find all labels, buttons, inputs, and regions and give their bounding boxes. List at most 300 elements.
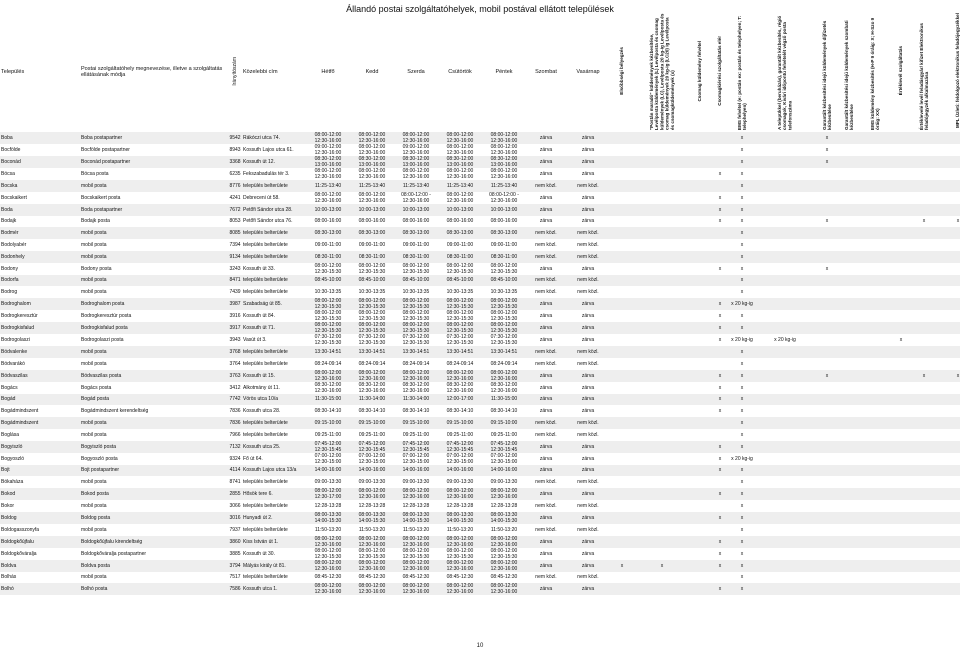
- cell-service-flag: [890, 358, 912, 370]
- cell-telepules: Bokod: [0, 488, 80, 500]
- cell-service-flag: [912, 263, 936, 275]
- cell-service-flag: [690, 488, 710, 500]
- header-szerda: Szerda: [407, 69, 425, 75]
- cell-service-flag: [754, 476, 816, 488]
- cell-service-flag: [710, 500, 730, 512]
- cell-nev: mobil posta: [80, 286, 228, 298]
- cell-service-flag: [936, 144, 960, 156]
- cell-irsz: 7439: [228, 286, 242, 298]
- cell-nev: Bodrogolaszi posta: [80, 334, 228, 346]
- cell-hours: 11:25-13:40: [350, 180, 394, 192]
- cell-service-flag: [860, 298, 890, 310]
- cell-hours: 10:00-13:00: [306, 204, 350, 216]
- cell-vasarnap: zárva: [566, 560, 610, 572]
- cell-service-flag: [936, 322, 960, 334]
- cell-telepules: Bogyiszló: [0, 441, 80, 453]
- cell-hours: 08:00-12:00 12:30-15:30: [306, 322, 350, 334]
- table-row: [0, 216, 960, 228]
- cell-hours: 09:00-13:30: [394, 476, 438, 488]
- cell-service-flag: [610, 144, 634, 156]
- cell-service-flag: x: [634, 560, 690, 572]
- cell-hours: 07:45-12:00 12:30-15:45: [394, 441, 438, 453]
- cell-hours: 08:30-12:00 12:30-16:00: [394, 382, 438, 394]
- header-v2: "Postán maradó" küldemények kézbesítése, Levélposta küldemények (L) Levélposta és csomag küldemények (LC), Levélposta 20 kg-ig Levélposta és csomag küldemények 20 kg-ig (LC20) ig Levélposta és csomagküldemények (x): [648, 13, 675, 130]
- cell-service-flag: x: [710, 168, 730, 180]
- cell-service-flag: [838, 286, 860, 298]
- cell-vasarnap: nem közl.: [566, 180, 610, 192]
- cell-hours: 08:00-12:00 12:30-15:30: [482, 310, 526, 322]
- cell-hours: 08:00-12:00 12:30-16:00: [438, 488, 482, 500]
- cell-hours: 10:00-13:00: [482, 204, 526, 216]
- cell-szombat: zárva: [526, 310, 566, 322]
- cell-hours: 07:30-12:00 12:30-15:30: [306, 334, 350, 346]
- cell-service-flag: x: [730, 132, 754, 144]
- cell-hours: 07:30-12:00 12:30-15:30: [438, 334, 482, 346]
- cell-telepules: Boglása: [0, 429, 80, 441]
- cell-hours: 08:00-12:00 12:30-16:00: [394, 488, 438, 500]
- cell-service-flag: [610, 572, 634, 584]
- cell-service-flag: [610, 394, 634, 406]
- cell-hours: 09:00-12:00 12:30-16:00: [306, 144, 350, 156]
- cell-service-flag: [838, 227, 860, 239]
- cell-service-flag: [690, 358, 710, 370]
- cell-vasarnap: nem közl.: [566, 417, 610, 429]
- cell-vasarnap: zárva: [566, 216, 610, 228]
- cell-service-flag: [816, 548, 838, 560]
- cell-service-flag: x: [710, 453, 730, 465]
- cell-hours: 09:15-10:00: [394, 417, 438, 429]
- cell-cim: Kossuth Lajos utca 13/a: [242, 465, 306, 477]
- cell-cim: Hősök tere 6.: [242, 488, 306, 500]
- cell-service-flag: x: [730, 441, 754, 453]
- cell-service-flag: [816, 192, 838, 204]
- cell-service-flag: [690, 144, 710, 156]
- cell-service-flag: [912, 322, 936, 334]
- cell-irsz: 9134: [228, 251, 242, 263]
- cell-hours: 08:00-12:00 12:30-15:30: [350, 310, 394, 322]
- cell-service-flag: [936, 382, 960, 394]
- cell-service-flag: [754, 168, 816, 180]
- cell-szombat: zárva: [526, 132, 566, 144]
- cell-service-flag: [690, 441, 710, 453]
- cell-service-flag: [816, 204, 838, 216]
- cell-service-flag: [890, 216, 912, 228]
- cell-service-flag: [710, 180, 730, 192]
- cell-service-flag: [754, 394, 816, 406]
- cell-service-flag: [890, 192, 912, 204]
- cell-service-flag: x: [730, 382, 754, 394]
- cell-service-flag: [912, 144, 936, 156]
- cell-hours: 09:00-11:00: [394, 239, 438, 251]
- cell-service-flag: [838, 500, 860, 512]
- cell-hours: 08:24-09:14: [394, 358, 438, 370]
- cell-nev: Bojt postapartner: [80, 465, 228, 477]
- cell-nev: Bócsa posta: [80, 168, 228, 180]
- table-row: [0, 227, 960, 239]
- cell-service-flag: x: [730, 251, 754, 263]
- cell-service-flag: [816, 572, 838, 584]
- cell-service-flag: [634, 500, 690, 512]
- cell-service-flag: x: [730, 583, 754, 595]
- cell-hours: 09:00-12:00 12:30-16:00: [394, 144, 438, 156]
- cell-hours: 08:00-12:00 12:30-16:00: [482, 583, 526, 595]
- cell-service-flag: [890, 512, 912, 524]
- cell-service-flag: [890, 560, 912, 572]
- table-row: [0, 310, 960, 322]
- cell-service-flag: [690, 583, 710, 595]
- cell-hours: 10:00-13:00: [394, 204, 438, 216]
- cell-service-flag: [610, 180, 634, 192]
- header-v3: Csomag küldemény felvétel: [697, 40, 703, 102]
- cell-service-flag: [754, 204, 816, 216]
- cell-szombat: nem közl.: [526, 346, 566, 358]
- cell-vasarnap: zárva: [566, 394, 610, 406]
- cell-hours: 09:15-10:00: [438, 417, 482, 429]
- cell-service-flag: [838, 239, 860, 251]
- cell-service-flag: [816, 394, 838, 406]
- cell-hours: 08:00-12:00 - 12:30-16:00: [394, 192, 438, 204]
- cell-service-flag: x: [730, 204, 754, 216]
- cell-service-flag: [754, 216, 816, 228]
- cell-service-flag: [610, 263, 634, 275]
- cell-cim: Kiss István út 1.: [242, 536, 306, 548]
- cell-service-flag: [610, 132, 634, 144]
- cell-nev: Bolhó posta: [80, 583, 228, 595]
- cell-hours: 14:00-16:00: [306, 465, 350, 477]
- cell-service-flag: [610, 216, 634, 228]
- cell-service-flag: [754, 500, 816, 512]
- cell-vasarnap: zárva: [566, 156, 610, 168]
- cell-hours: 08:00-16:00: [482, 216, 526, 228]
- cell-irsz: 3916: [228, 310, 242, 322]
- cell-hours: 10:00-13:00: [350, 204, 394, 216]
- cell-service-flag: [838, 204, 860, 216]
- cell-cim: Rákóczi utca 74.: [242, 132, 306, 144]
- table-row: [0, 132, 960, 144]
- cell-hours: 09:00-13:30: [306, 476, 350, 488]
- cell-service-flag: [860, 239, 890, 251]
- cell-telepules: Bodorfa: [0, 275, 80, 287]
- cell-cim: település belterülete: [242, 251, 306, 263]
- cell-service-flag: [912, 465, 936, 477]
- cell-hours: 08:24-09:14: [482, 358, 526, 370]
- cell-service-flag: [710, 275, 730, 287]
- cell-hours: 10:30-13:35: [306, 286, 350, 298]
- cell-service-flag: [816, 524, 838, 536]
- cell-service-flag: x: [710, 583, 730, 595]
- cell-service-flag: [936, 298, 960, 310]
- cell-service-flag: [710, 524, 730, 536]
- cell-cim: település belterülete: [242, 476, 306, 488]
- cell-service-flag: [610, 512, 634, 524]
- cell-telepules: Boldogkőújfalu: [0, 536, 80, 548]
- cell-service-flag: [816, 168, 838, 180]
- cell-hours: 13:30-14:51: [350, 346, 394, 358]
- cell-irsz: 3066: [228, 500, 242, 512]
- cell-cim: Kossuth út 30.: [242, 548, 306, 560]
- cell-hours: 09:00-13:30: [438, 476, 482, 488]
- cell-service-flag: x: [730, 286, 754, 298]
- cell-szombat: zárva: [526, 583, 566, 595]
- cell-szombat: zárva: [526, 168, 566, 180]
- cell-service-flag: [936, 286, 960, 298]
- cell-hours: 14:00-16:00: [482, 465, 526, 477]
- cell-hours: 08:24-09:14: [438, 358, 482, 370]
- cell-cim: Petőfi Sándor utca 76.: [242, 216, 306, 228]
- cell-service-flag: [912, 405, 936, 417]
- cell-service-flag: [634, 488, 690, 500]
- cell-service-flag: [936, 227, 960, 239]
- cell-hours: 07:00-12:00 12:30-15:00: [350, 453, 394, 465]
- cell-nev: Boldog posta: [80, 512, 228, 524]
- header-irsz: Irányítószám: [232, 56, 238, 86]
- cell-service-flag: [890, 322, 912, 334]
- cell-service-flag: [754, 465, 816, 477]
- cell-service-flag: x: [890, 334, 912, 346]
- cell-service-flag: x 20 kg-ig: [730, 334, 754, 346]
- cell-hours: 08:00-12:00 12:30-15:30: [482, 548, 526, 560]
- cell-service-flag: [838, 536, 860, 548]
- cell-service-flag: [838, 465, 860, 477]
- cell-irsz: 3016: [228, 512, 242, 524]
- cell-hours: 08:00-12:00 12:30-15:30: [306, 310, 350, 322]
- cell-hours: 08:45-12:30: [438, 572, 482, 584]
- cell-hours: 08:30-12:00 13:00-16:00: [394, 156, 438, 168]
- cell-hours: 08:30-14:10: [438, 405, 482, 417]
- cell-service-flag: [690, 286, 710, 298]
- cell-service-flag: [936, 441, 960, 453]
- cell-hours: 08:00-12:00 12:30-16:00: [438, 192, 482, 204]
- cell-telepules: Boba: [0, 132, 80, 144]
- cell-service-flag: [912, 536, 936, 548]
- cell-service-flag: x: [730, 417, 754, 429]
- cell-service-flag: [890, 180, 912, 192]
- cell-service-flag: [890, 275, 912, 287]
- cell-service-flag: [860, 417, 890, 429]
- cell-cim: Fő út 64.: [242, 453, 306, 465]
- cell-szombat: zárva: [526, 465, 566, 477]
- cell-service-flag: x: [710, 548, 730, 560]
- cell-service-flag: [610, 441, 634, 453]
- cell-nev: mobil posta: [80, 476, 228, 488]
- cell-cim: település belterülete: [242, 524, 306, 536]
- cell-service-flag: x 20 kg-ig: [730, 453, 754, 465]
- cell-service-flag: x: [710, 263, 730, 275]
- cell-service-flag: [634, 382, 690, 394]
- cell-hours: 13:30-14:51: [306, 346, 350, 358]
- cell-hours: 08:00-12:00 12:30-16:00: [306, 560, 350, 572]
- cell-hours: 08:30-13:00: [350, 227, 394, 239]
- cell-service-flag: [710, 132, 730, 144]
- cell-service-flag: [912, 275, 936, 287]
- cell-service-flag: [936, 334, 960, 346]
- cell-nev: mobil posta: [80, 239, 228, 251]
- cell-cim: település belterülete: [242, 286, 306, 298]
- table-row: [0, 476, 960, 488]
- cell-service-flag: [754, 180, 816, 192]
- cell-szombat: zárva: [526, 192, 566, 204]
- cell-hours: 08:00-12:00 12:30-16:00: [438, 560, 482, 572]
- cell-telepules: Boda: [0, 204, 80, 216]
- cell-hours: 08:00-12:00 12:30-16:00: [438, 536, 482, 548]
- cell-service-flag: [890, 548, 912, 560]
- cell-telepules: Bodmér: [0, 227, 80, 239]
- cell-service-flag: x: [816, 370, 838, 382]
- header-row: [0, 12, 960, 132]
- cell-hours: 12:28-13:28: [394, 500, 438, 512]
- cell-service-flag: [754, 405, 816, 417]
- cell-service-flag: [936, 560, 960, 572]
- cell-service-flag: [634, 405, 690, 417]
- cell-telepules: Boldogasszonyfa: [0, 524, 80, 536]
- cell-service-flag: [634, 429, 690, 441]
- cell-service-flag: [936, 310, 960, 322]
- cell-szombat: zárva: [526, 394, 566, 406]
- cell-service-flag: x: [730, 500, 754, 512]
- cell-cim: település belterülete: [242, 239, 306, 251]
- cell-service-flag: [610, 476, 634, 488]
- cell-service-flag: [634, 132, 690, 144]
- cell-service-flag: [860, 465, 890, 477]
- cell-service-flag: [690, 500, 710, 512]
- table-row: [0, 429, 960, 441]
- cell-service-flag: [816, 465, 838, 477]
- cell-service-flag: [936, 405, 960, 417]
- cell-service-flag: [890, 346, 912, 358]
- cell-hours: 08:00-12:00 12:30-15:30: [482, 322, 526, 334]
- table-row: [0, 488, 960, 500]
- cell-hours: 11:30-15:00: [306, 394, 350, 406]
- table-row: [0, 441, 960, 453]
- cell-telepules: Bódvalenke: [0, 346, 80, 358]
- cell-hours: 09:15-10:00: [350, 417, 394, 429]
- cell-hours: 14:00-16:00: [394, 465, 438, 477]
- cell-nev: Bogádmindszent kerendeltség: [80, 405, 228, 417]
- cell-cim: Kossuth Lajos utca 61.: [242, 144, 306, 156]
- cell-service-flag: [634, 417, 690, 429]
- cell-irsz: 2855: [228, 488, 242, 500]
- cell-service-flag: [710, 156, 730, 168]
- cell-service-flag: [890, 204, 912, 216]
- cell-service-flag: [634, 476, 690, 488]
- cell-irsz: 8943: [228, 144, 242, 156]
- cell-telepules: Boconád: [0, 156, 80, 168]
- cell-service-flag: [838, 583, 860, 595]
- cell-service-flag: [912, 572, 936, 584]
- cell-hours: 08:00-12:00 12:30-16:00: [394, 536, 438, 548]
- cell-service-flag: x: [710, 382, 730, 394]
- cell-service-flag: x: [730, 548, 754, 560]
- cell-cim: Vörös utca 10/a: [242, 394, 306, 406]
- cell-service-flag: [912, 512, 936, 524]
- cell-service-flag: [860, 322, 890, 334]
- cell-service-flag: [610, 524, 634, 536]
- cell-service-flag: x: [816, 156, 838, 168]
- cell-irsz: 3885: [228, 548, 242, 560]
- cell-hours: 08:30-12:00 12:30-16:00: [350, 382, 394, 394]
- cell-hours: 10:30-13:35: [394, 286, 438, 298]
- cell-service-flag: x: [936, 370, 960, 382]
- cell-irsz: 6235: [228, 168, 242, 180]
- cell-service-flag: [890, 488, 912, 500]
- cell-service-flag: [816, 417, 838, 429]
- table-row: [0, 465, 960, 477]
- cell-service-flag: x: [710, 216, 730, 228]
- cell-service-flag: [690, 275, 710, 287]
- cell-szombat: nem közl.: [526, 286, 566, 298]
- cell-service-flag: [754, 310, 816, 322]
- cell-service-flag: [890, 429, 912, 441]
- cell-service-flag: [912, 298, 936, 310]
- cell-service-flag: x: [710, 334, 730, 346]
- cell-hours: 08:00-13:30 14:00-15:30: [350, 512, 394, 524]
- cell-service-flag: [890, 286, 912, 298]
- cell-hours: 08:30-14:10: [394, 405, 438, 417]
- cell-nev: mobil posta: [80, 358, 228, 370]
- cell-hours: 08:00-12:00 12:30-16:00: [482, 488, 526, 500]
- cell-service-flag: x: [710, 298, 730, 310]
- cell-hours: 07:30-12:00 12:30-15:30: [394, 334, 438, 346]
- cell-nev: Bogyiszló posta: [80, 441, 228, 453]
- cell-hours: 11:30-14:00: [394, 394, 438, 406]
- cell-vasarnap: zárva: [566, 405, 610, 417]
- cell-hours: 09:25-11:00: [306, 429, 350, 441]
- cell-service-flag: [816, 334, 838, 346]
- cell-telepules: Bokor: [0, 500, 80, 512]
- cell-service-flag: [610, 251, 634, 263]
- cell-service-flag: x: [730, 263, 754, 275]
- cell-hours: 08:00-12:00 12:30-15:30: [438, 322, 482, 334]
- cell-service-flag: [754, 227, 816, 239]
- cell-nev: Bogyoszló posta: [80, 453, 228, 465]
- cell-telepules: Bogád: [0, 394, 80, 406]
- cell-service-flag: x: [816, 144, 838, 156]
- cell-irsz: 7836: [228, 405, 242, 417]
- header-v5: EMS felvétel (e: postán ex: postán és telephelyen; T: telephelyen): [736, 15, 747, 130]
- cell-szombat: nem közl.: [526, 180, 566, 192]
- cell-service-flag: [634, 572, 690, 584]
- cell-nev: Bodony posta: [80, 263, 228, 275]
- cell-cim: Vasút út 3.: [242, 334, 306, 346]
- cell-cim: település belterülete: [242, 417, 306, 429]
- cell-hours: 08:00-12:00 12:30-16:00: [350, 560, 394, 572]
- cell-hours: 08:00-12:00 12:30-15:30: [438, 298, 482, 310]
- cell-hours: 08:24-09:14: [306, 358, 350, 370]
- cell-service-flag: [610, 382, 634, 394]
- cell-service-flag: [936, 429, 960, 441]
- cell-service-flag: x: [730, 512, 754, 524]
- cell-service-flag: [634, 453, 690, 465]
- cell-service-flag: [936, 263, 960, 275]
- cell-service-flag: [838, 429, 860, 441]
- cell-hours: 08:00-12:00 12:30-16:00: [394, 583, 438, 595]
- cell-hours: 08:00-12:00 12:30-15:30: [394, 263, 438, 275]
- cell-szombat: nem közl.: [526, 227, 566, 239]
- cell-service-flag: [634, 441, 690, 453]
- cell-service-flag: x: [710, 441, 730, 453]
- cell-service-flag: [610, 370, 634, 382]
- cell-service-flag: [610, 405, 634, 417]
- cell-cim: Petőfi Sándor utca 28.: [242, 204, 306, 216]
- cell-irsz: 3860: [228, 536, 242, 548]
- cell-service-flag: [634, 251, 690, 263]
- cell-nev: mobil posta: [80, 524, 228, 536]
- cell-vasarnap: nem közl.: [566, 500, 610, 512]
- cell-irsz: 3368: [228, 156, 242, 168]
- cell-telepules: Bodrogolaszi: [0, 334, 80, 346]
- table-row: [0, 536, 960, 548]
- cell-service-flag: [890, 370, 912, 382]
